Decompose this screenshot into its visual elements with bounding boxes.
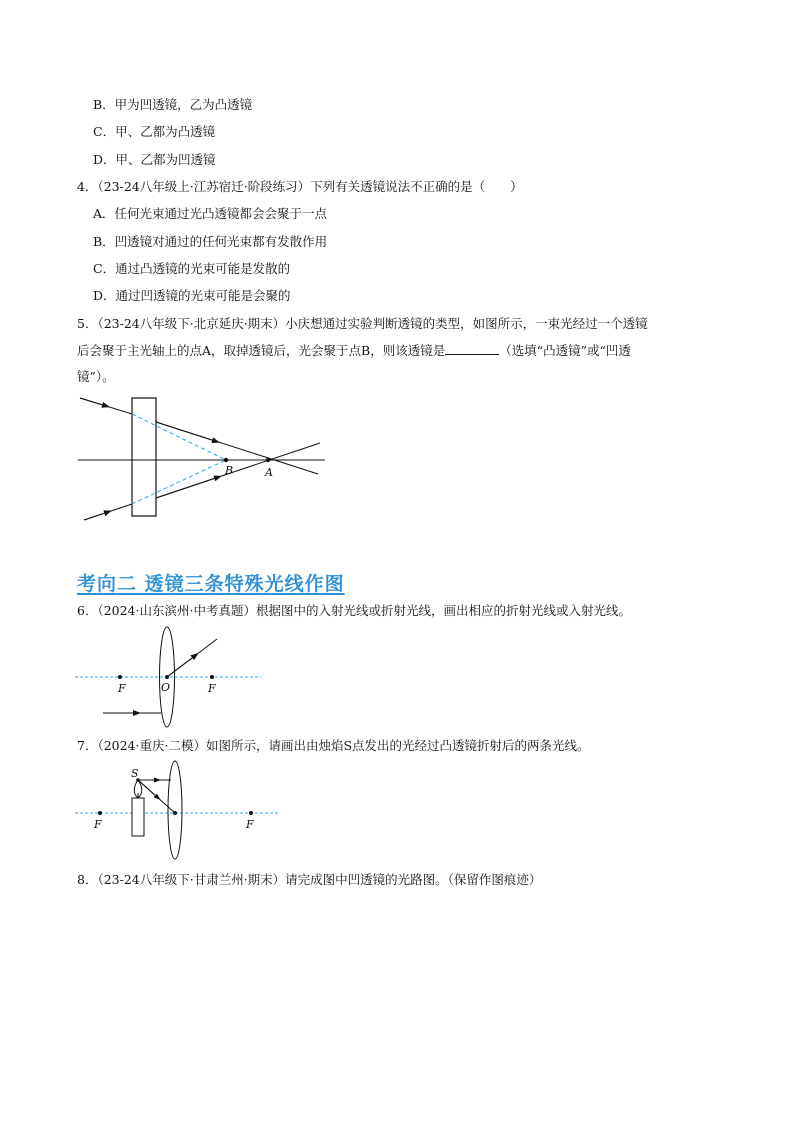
option-b-prev: B．甲为凹透镜，乙为凸透镜 — [93, 97, 253, 112]
q5-line2-text: 后会聚于主光轴上的点A，取掉透镜后，光会聚于点B，则该透镜是 — [77, 343, 446, 358]
q4-option-c: C．通过凸透镜的光束可能是发散的 — [93, 261, 291, 276]
focus-right-label: F — [208, 682, 216, 695]
section-heading: 考向二 透镜三条特殊光线作图 — [77, 573, 345, 595]
focus-right-label: F — [246, 818, 254, 831]
point-b-label: B — [225, 464, 234, 477]
q5-line3: 镜”）。 — [77, 369, 115, 384]
point-a-dot — [266, 458, 270, 462]
q4-option-b: B．凹透镜对通过的任何光束都有发散作用 — [93, 234, 328, 249]
point-a-label: A — [265, 466, 273, 479]
q5-line2-tail: （选填“凸透镜”或“凹透 — [499, 343, 631, 358]
focus-right-dot — [249, 811, 253, 815]
refracted-ray-arrow — [167, 654, 197, 677]
focus-left-label: F — [94, 818, 102, 831]
candle-body — [132, 798, 144, 836]
q4-option-d: D．通过凹透镜的光束可能是会聚的 — [93, 288, 291, 303]
q7-stem: 7．（2024·重庆·二模）如图所示，请画出由烛焰S点发出的光经过凸透镜折射后的两条光线。 — [77, 738, 590, 753]
q4-option-a: A．任何光束通过光凸透镜都会会聚于一点 — [93, 206, 328, 221]
q4-stem: 4．（23-24八年级上·江苏宿迁·阶段练习）下列有关透镜说法不正确的是（ ） — [77, 179, 523, 194]
focus-right-dot — [210, 675, 214, 679]
point-s-label: S — [131, 767, 139, 780]
q6-stem: 6．（2024·山东滨州·中考真题）根据图中的入射光线或折射光线，画出相应的折射光线或入射光线。 — [77, 603, 631, 618]
optical-center-dot — [165, 675, 169, 679]
q5-line2 — [77, 342, 631, 359]
optical-center-dot — [173, 811, 177, 815]
q8-stem: 8．（23-24八年级下·甘肃兰州·期末）请完成图中凹透镜的光路图。（保留作图痕迹） — [77, 872, 542, 887]
focus-left-label: F — [118, 682, 126, 695]
focus-left-dot — [98, 811, 102, 815]
incident-ray-top-arrow — [80, 398, 108, 407]
answer-blank[interactable] — [445, 342, 499, 355]
ray-through-center-arrow — [138, 780, 159, 799]
option-c-prev: C．甲、乙都为凸透镜 — [93, 124, 216, 139]
q7-candle-lens-figure — [75, 760, 285, 862]
point-b-dot — [224, 458, 228, 462]
dashed-extension-bottom — [132, 460, 226, 504]
refracted-ray-top-arrow — [156, 422, 218, 442]
q6-convex-lens-figure — [75, 625, 270, 730]
convex-lens — [168, 761, 182, 859]
q5-line1: 5．（23-24八年级下·北京延庆·期末）小庆想通过实验判断透镜的类型，如图所示，一束光经过一个透镜 — [77, 316, 648, 331]
dashed-extension-top — [132, 414, 226, 460]
option-d-prev: D．甲、乙都为凹透镜 — [93, 152, 216, 167]
optical-center-label: O — [161, 681, 171, 694]
refracted-ray-bottom-arrow — [156, 477, 220, 499]
q5-lens-figure — [70, 390, 340, 530]
incident-ray-bottom-arrow — [84, 511, 110, 520]
focus-left-dot — [118, 675, 122, 679]
